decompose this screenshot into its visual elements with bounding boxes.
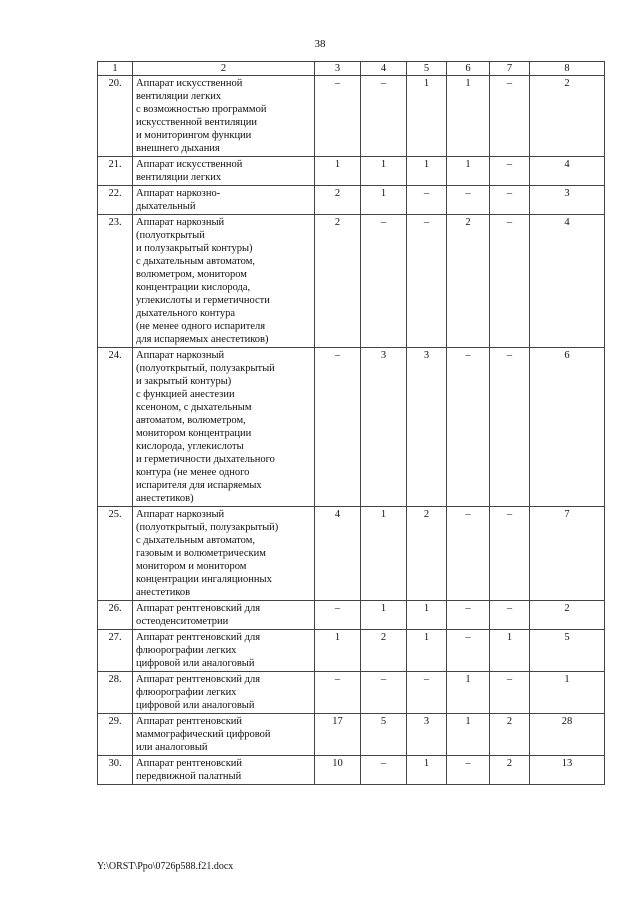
total-value: 13 [530, 756, 605, 785]
quantity-value: 4 [315, 507, 361, 601]
quantity-value: 1 [407, 756, 447, 785]
quantity-value: – [490, 507, 530, 601]
table-row [98, 186, 605, 215]
quantity-value: 1 [361, 186, 407, 215]
total-value: 4 [530, 215, 605, 348]
equipment-name: Аппарат наркозно- дыхательный [133, 186, 315, 215]
total-value: 6 [530, 348, 605, 507]
row-number: 22. [98, 186, 133, 215]
quantity-value: – [447, 186, 490, 215]
quantity-value: 1 [447, 76, 490, 157]
quantity-value: – [361, 672, 407, 714]
quantity-value: 1 [490, 630, 530, 672]
quantity-value: 1 [315, 630, 361, 672]
quantity-value: – [490, 215, 530, 348]
quantity-value: 3 [407, 714, 447, 756]
column-header: 4 [361, 62, 407, 76]
quantity-value: – [447, 348, 490, 507]
quantity-value: 2 [407, 507, 447, 601]
quantity-value: – [447, 756, 490, 785]
total-value: 4 [530, 157, 605, 186]
table-header-row [98, 62, 605, 76]
column-header: 6 [447, 62, 490, 76]
row-number: 20. [98, 76, 133, 157]
table-row [98, 348, 605, 507]
equipment-name: Аппарат рентгеновский для флюорографии легких цифровой или аналоговый [133, 630, 315, 672]
quantity-value: 1 [447, 672, 490, 714]
quantity-value: – [315, 76, 361, 157]
equipment-name: Аппарат искусственной вентиляции легких [133, 157, 315, 186]
quantity-value: – [315, 672, 361, 714]
equipment-name: Аппарат рентгеновский для флюорографии легких цифровой или аналоговый [133, 672, 315, 714]
quantity-value: – [407, 215, 447, 348]
quantity-value: – [490, 157, 530, 186]
quantity-value: – [407, 672, 447, 714]
equipment-name: Аппарат наркозный (полуоткрытый и полузакрытый контуры) с дыхательным автоматом, волюметром, монитором концентрации кислорода, углекислоты и герметичности дыхательного контура (не менее одного испарителя для испаряемых анестетиков) [133, 215, 315, 348]
quantity-value: – [490, 348, 530, 507]
total-value: 28 [530, 714, 605, 756]
table-row [98, 672, 605, 714]
quantity-value: 17 [315, 714, 361, 756]
total-value: 5 [530, 630, 605, 672]
quantity-value: 1 [407, 601, 447, 630]
total-value: 2 [530, 601, 605, 630]
page-number: 38 [314, 38, 326, 50]
total-value: 1 [530, 672, 605, 714]
row-number: 23. [98, 215, 133, 348]
equipment-name: Аппарат наркозный (полуоткрытый, полузакрытый) с дыхательным автоматом, газовым и волюметрическим монитором и монитором концентрации ингаляционных анестетиков [133, 507, 315, 601]
equipment-name: Аппарат рентгеновский передвижной палатный [133, 756, 315, 785]
file-path-footer: Y:\ORST\Ppo\0726p588.f21.docx [97, 861, 234, 872]
quantity-value: – [361, 76, 407, 157]
quantity-value: – [315, 348, 361, 507]
quantity-value: 5 [361, 714, 407, 756]
equipment-table [97, 61, 605, 785]
quantity-value: 2 [315, 186, 361, 215]
quantity-value: – [315, 601, 361, 630]
quantity-value: 10 [315, 756, 361, 785]
row-number: 21. [98, 157, 133, 186]
quantity-value: 1 [447, 157, 490, 186]
quantity-value: – [447, 507, 490, 601]
quantity-value: 1 [407, 157, 447, 186]
quantity-value: 1 [447, 714, 490, 756]
total-value: 2 [530, 76, 605, 157]
row-number: 26. [98, 601, 133, 630]
row-number: 29. [98, 714, 133, 756]
quantity-value: 1 [407, 76, 447, 157]
quantity-value: 1 [361, 507, 407, 601]
column-header: 3 [315, 62, 361, 76]
equipment-name: Аппарат рентгеновский маммографический цифровой или аналоговый [133, 714, 315, 756]
table-row [98, 601, 605, 630]
table-body [98, 76, 605, 785]
quantity-value: – [361, 756, 407, 785]
quantity-value: – [407, 186, 447, 215]
row-number: 24. [98, 348, 133, 507]
column-header: 1 [98, 62, 133, 76]
quantity-value: – [447, 601, 490, 630]
total-value: 7 [530, 507, 605, 601]
equipment-name: Аппарат наркозный (полуоткрытый, полузакрытый и закрытый контуры) с функцией анестезии ксеноном, с дыхательным автоматом, волюметром, монитором концентрации кислорода, углекислоты и герметичности дыхательного контура (не менее одного испарителя для испаряемых анестетиков) [133, 348, 315, 507]
column-header: 7 [490, 62, 530, 76]
table-row [98, 215, 605, 348]
quantity-value: 3 [361, 348, 407, 507]
quantity-value: – [490, 672, 530, 714]
quantity-value: – [490, 601, 530, 630]
table-row [98, 157, 605, 186]
row-number: 28. [98, 672, 133, 714]
column-header: 2 [133, 62, 315, 76]
quantity-value: – [361, 215, 407, 348]
quantity-value: 1 [315, 157, 361, 186]
quantity-value: – [447, 630, 490, 672]
quantity-value: 2 [490, 756, 530, 785]
quantity-value: 2 [447, 215, 490, 348]
quantity-value: 1 [407, 630, 447, 672]
quantity-value: 2 [490, 714, 530, 756]
quantity-value: – [490, 186, 530, 215]
table-row [98, 756, 605, 785]
quantity-value: 2 [315, 215, 361, 348]
table-row [98, 507, 605, 601]
table-row [98, 630, 605, 672]
column-header: 5 [407, 62, 447, 76]
equipment-name: Аппарат искусственной вентиляции легких с возможностью программой искусственной вентиляции и мониторингом функции внешнего дыхания [133, 76, 315, 157]
column-header: 8 [530, 62, 605, 76]
quantity-value: 1 [361, 157, 407, 186]
row-number: 25. [98, 507, 133, 601]
quantity-value: 1 [361, 601, 407, 630]
table-row [98, 76, 605, 157]
total-value: 3 [530, 186, 605, 215]
equipment-name: Аппарат рентгеновский для остеоденситометрии [133, 601, 315, 630]
table-row [98, 714, 605, 756]
row-number: 30. [98, 756, 133, 785]
row-number: 27. [98, 630, 133, 672]
quantity-value: 2 [361, 630, 407, 672]
quantity-value: – [490, 76, 530, 157]
quantity-value: 3 [407, 348, 447, 507]
